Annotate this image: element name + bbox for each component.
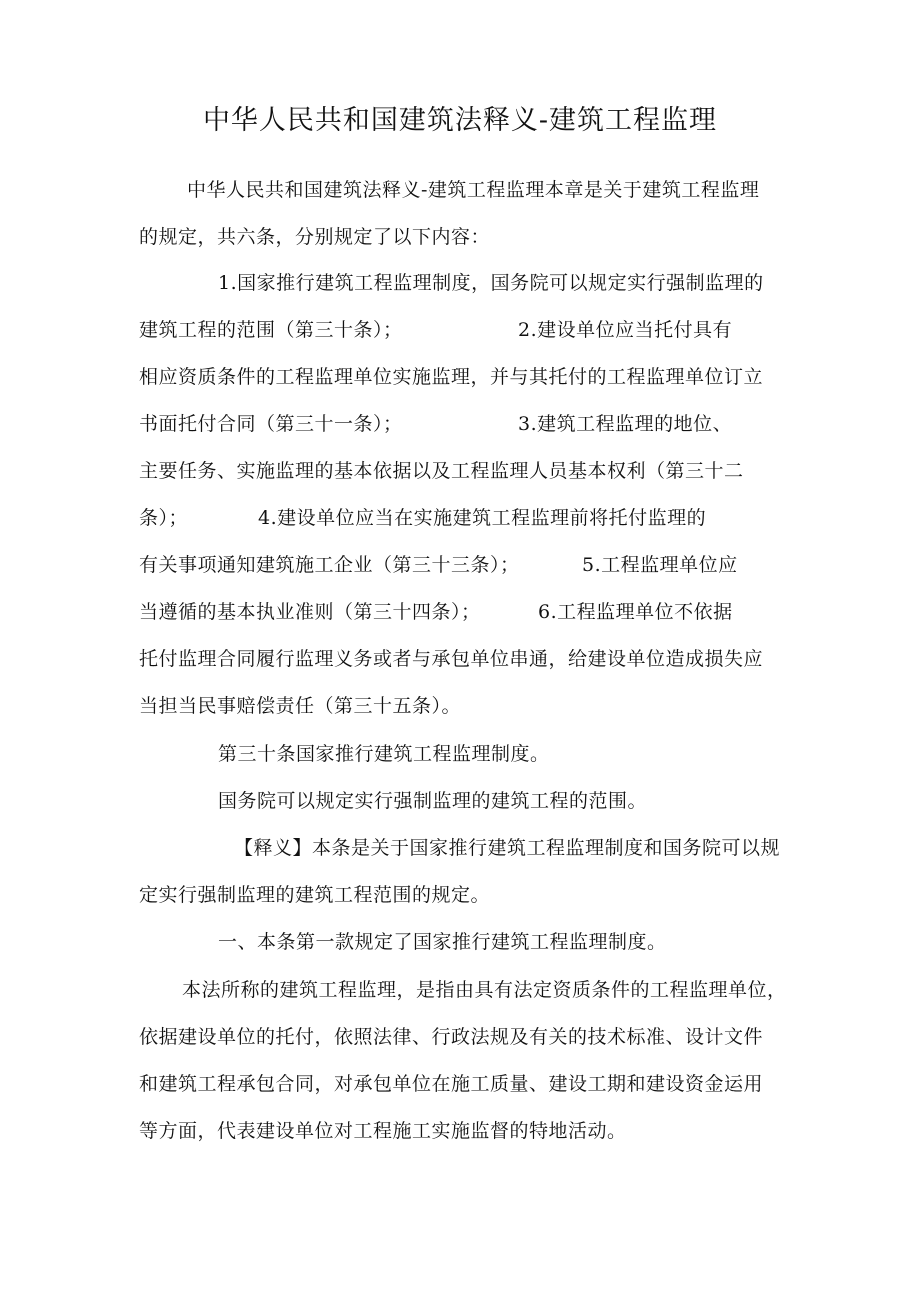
body-line: 6.工程监理单位不依据 [538, 601, 733, 623]
body-line: 3.建筑工程监理的地位、 [518, 413, 733, 435]
body-line: 5.工程监理单位应 [582, 554, 738, 576]
body-line: 书面托付合同（第三十一条）； [139, 413, 403, 435]
body-line: 本法所称的建筑工程监理，是指由具有法定资质条件的工程监理单位， [182, 979, 787, 1001]
body-line: 国务院可以规定实行强制监理的建筑工程的范围。 [218, 790, 648, 812]
body-line: 的规定，共六条，分别规定了以下内容： [139, 226, 491, 248]
page-title: 中华人民共和国建筑法释义-建筑工程监理 [202, 105, 718, 136]
body-line: 1.国家推行建筑工程监理制度，国务院可以规定实行强制监理的 [218, 272, 764, 294]
body-line: 一、本条第一款规定了国家推行建筑工程监理制度。 [218, 931, 667, 953]
body-line: 等方面，代表建设单位对工程施工实施监督的特地活动。 [139, 1120, 627, 1142]
body-line: 建筑工程的范围（第三十条）； [139, 319, 403, 341]
body-line: 2.建设单位应当托付具有 [518, 319, 733, 341]
body-line: 中华人民共和国建筑法释义-建筑工程监理本章是关于建筑工程监理 [187, 179, 760, 201]
body-line: 定实行强制监理的建筑工程范围的规定。 [139, 884, 491, 906]
body-line: 4.建设单位应当在实施建筑工程监理前将托付监理的 [258, 507, 707, 529]
body-line: 【释义】本条是关于国家推行建筑工程监理制度和国务院可以规 [234, 837, 781, 859]
body-line: 条）； [139, 507, 189, 529]
body-line: 相应资质条件的工程监理单位实施监理，并与其托付的工程监理单位订立 [139, 366, 764, 388]
body-line: 当遵循的基本执业准则（第三十四条）； [139, 601, 481, 623]
body-line: 托付监理合同履行监理义务或者与承包单位串通，给建设单位造成损失应 [139, 648, 764, 670]
body-line: 第三十条国家推行建筑工程监理制度。 [218, 743, 550, 765]
body-line: 依据建设单位的托付，依照法律、行政法规及有关的技术标准、设计文件 [139, 1026, 764, 1048]
body-line: 当担当民事赔偿责任（第三十五条）。 [139, 695, 462, 717]
body-line: 主要任务、实施监理的基本依据以及工程监理人员基本权利（第三十二 [139, 460, 744, 482]
body-line: 和建筑工程承包合同，对承包单位在施工质量、建设工期和建设资金运用 [139, 1073, 764, 1095]
body-line: 有关事项通知建筑施工企业（第三十三条）； [139, 554, 520, 576]
